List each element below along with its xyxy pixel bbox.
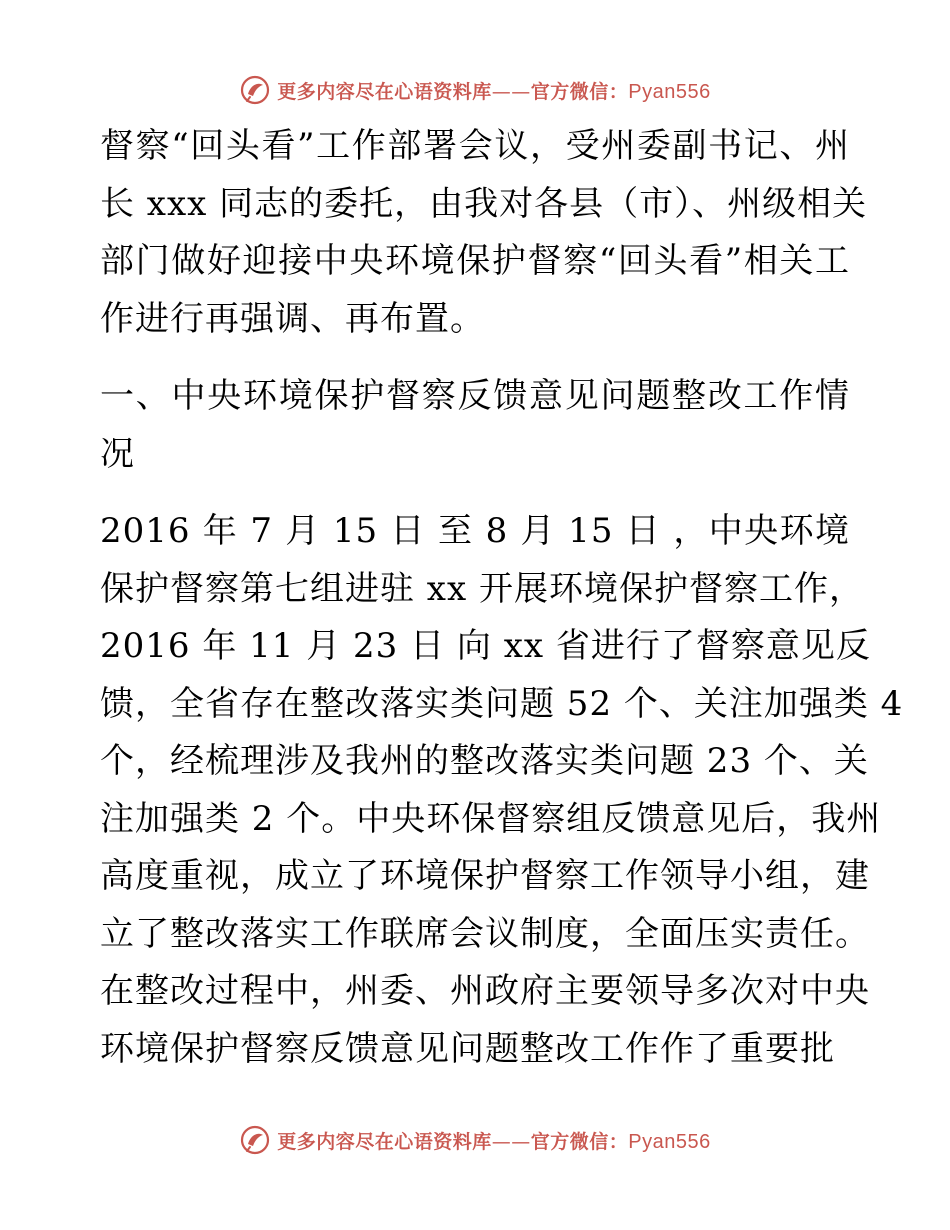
text-line: 长 xxx 同志的委托，由我对各县（市）、州级相关 xyxy=(100,183,868,224)
watermark-handle: Pyan556 xyxy=(628,1130,711,1153)
watermark-text: 更多内容尽在心语资料库——官方微信：Pyan556 xyxy=(277,80,711,103)
text-line: 2016 年 11 月 23 日 向 xx 省进行了督察意见反 xyxy=(100,626,871,666)
text-line: 督察“回头看”工作部署会议，受州委副书记、州 xyxy=(100,126,850,166)
text-line: 高度重视，成立了环境保护督察工作领导小组，建 xyxy=(100,856,870,896)
watermark-handle: Pyan556 xyxy=(628,80,711,103)
text-line: 立了整改落实工作联席会议制度，全面压实责任。 xyxy=(100,913,870,954)
heading-line: 况 xyxy=(100,433,135,474)
paragraph-body xyxy=(100,503,904,1078)
watermark-footer xyxy=(0,1120,950,1160)
section-heading xyxy=(100,368,850,483)
text-line: 保护督察第七组进驻 xx 开展环境保护督察工作， xyxy=(100,568,864,609)
text-line: 环境保护督察反馈意见问题整改工作作了重要批 xyxy=(100,1028,835,1069)
text-line: 在整改过程中，州委、州政府主要领导多次对中央 xyxy=(100,971,870,1011)
text-line: 2016 年 7 月 15 日 至 8 月 15 日 ，中央环境 xyxy=(100,511,850,551)
text-line: 部门做好迎接中央环境保护督察“回头看”相关工 xyxy=(100,241,850,281)
watermark-text: 更多内容尽在心语资料库——官方微信：Pyan556 xyxy=(277,1130,711,1153)
logo-icon xyxy=(239,1124,271,1156)
logo-icon xyxy=(239,74,271,106)
paragraph-intro xyxy=(100,118,868,348)
text-line: 作进行再强调、再布置。 xyxy=(100,298,485,339)
text-line: 个，经梳理涉及我州的整改落实类问题 23 个、关 xyxy=(100,741,869,781)
heading-line: 一、中央环境保护督察反馈意见问题整改工作情 xyxy=(100,376,850,416)
text-line: 注加强类 2 个。中央环保督察组反馈意见后，我州 xyxy=(100,798,882,839)
document-body xyxy=(100,118,904,1078)
text-line: 馈，全省存在整改落实类问题 52 个、关注加强类 4 xyxy=(100,683,904,724)
watermark-header xyxy=(0,70,950,110)
